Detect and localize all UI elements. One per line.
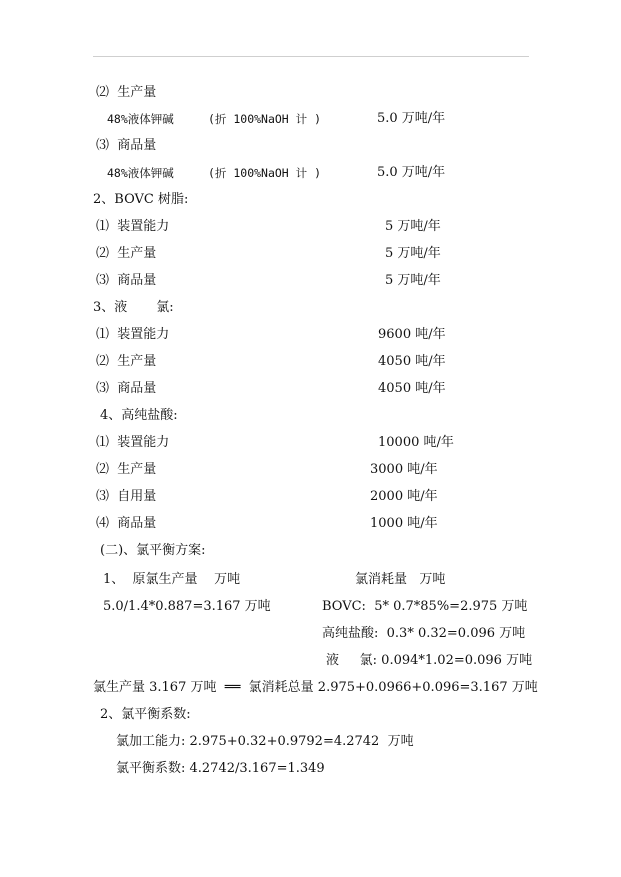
chlorine-production-label: ⑵ 生产量 [96, 354, 157, 369]
chlorine-capacity-value: 9600 吨/年 [378, 327, 446, 342]
hcl-production-label: ⑵ 生产量 [96, 462, 157, 477]
bovc-capacity-label: ⑴ 装置能力 [96, 219, 170, 234]
chlorine-commodity-label: ⑶ 商品量 [96, 381, 157, 396]
hcl-selfuse-value: 2000 吨/年 [370, 489, 438, 504]
potash-label-2: 48%液体钾碱 [107, 166, 174, 180]
bovc-commodity-value: 5 万吨/年 [385, 273, 441, 288]
balance-equation: 氯生产量 3.167 万吨 ══ 氯消耗总量 2.975+0.0966+0.096=3.167 万吨 [93, 680, 538, 695]
section-balance-coefficient: 2、氯平衡系数: [100, 707, 191, 722]
potash-label: 48%液体钾碱 [107, 112, 174, 126]
liquid-chlorine-consumption-calc: 液 氯: 0.094*1.02=0.096 万吨 [326, 653, 533, 668]
header-rule [93, 56, 529, 57]
bovc-production-value: 5 万吨/年 [385, 246, 441, 261]
section-bovc: 2、BOVC 树脂: [93, 192, 189, 207]
section-chlorine-balance: (二)、氯平衡方案: [100, 543, 206, 558]
section-liquid-chlorine: 3、液 氯: [93, 300, 174, 315]
hcl-capacity-value: 10000 吨/年 [378, 435, 454, 450]
chlorine-capacity-label: ⑴ 装置能力 [96, 327, 170, 342]
chlorine-production-value: 4050 吨/年 [378, 354, 446, 369]
potash-note: (折 100%NaOH 计 ) [208, 112, 322, 126]
bovc-commodity-label: ⑶ 商品量 [96, 273, 157, 288]
potash-value: 5.0 万吨/年 [377, 111, 446, 126]
hcl-consumption-calc: 高纯盐酸: 0.3* 0.32=0.096 万吨 [322, 626, 526, 641]
potash-note-2: (折 100%NaOH 计 ) [208, 166, 322, 180]
line-commodity: ⑶ 商品量 [96, 138, 157, 153]
raw-chlorine-calc: 5.0/1.4*0.887=3.167 万吨 [103, 599, 271, 614]
processing-capacity: 氯加工能力: 2.975+0.32+0.9792=4.2742 万吨 [116, 734, 414, 749]
hcl-commodity-value: 1000 吨/年 [370, 516, 438, 531]
bovc-production-label: ⑵ 生产量 [96, 246, 157, 261]
potash-value-2: 5.0 万吨/年 [377, 165, 446, 180]
line-production: ⑵ 生产量 [96, 85, 157, 100]
hcl-selfuse-label: ⑶ 自用量 [96, 489, 157, 504]
hcl-commodity-label: ⑷ 商品量 [96, 516, 157, 531]
bovc-consumption-calc: BOVC: 5* 0.7*85%=2.975 万吨 [322, 599, 528, 614]
bovc-capacity-value: 5 万吨/年 [385, 219, 441, 234]
hcl-capacity-label: ⑴ 装置能力 [96, 435, 170, 450]
chlorine-consumption-heading: 氯消耗量 万吨 [355, 572, 446, 587]
chlorine-commodity-value: 4050 吨/年 [378, 381, 446, 396]
hcl-production-value: 3000 吨/年 [370, 462, 438, 477]
section-hcl: 4、高纯盐酸: [100, 408, 178, 423]
balance-coefficient: 氯平衡系数: 4.2742/3.167=1.349 [116, 761, 325, 776]
raw-chlorine-heading: 1、 原氯生产量 万吨 [103, 572, 241, 587]
